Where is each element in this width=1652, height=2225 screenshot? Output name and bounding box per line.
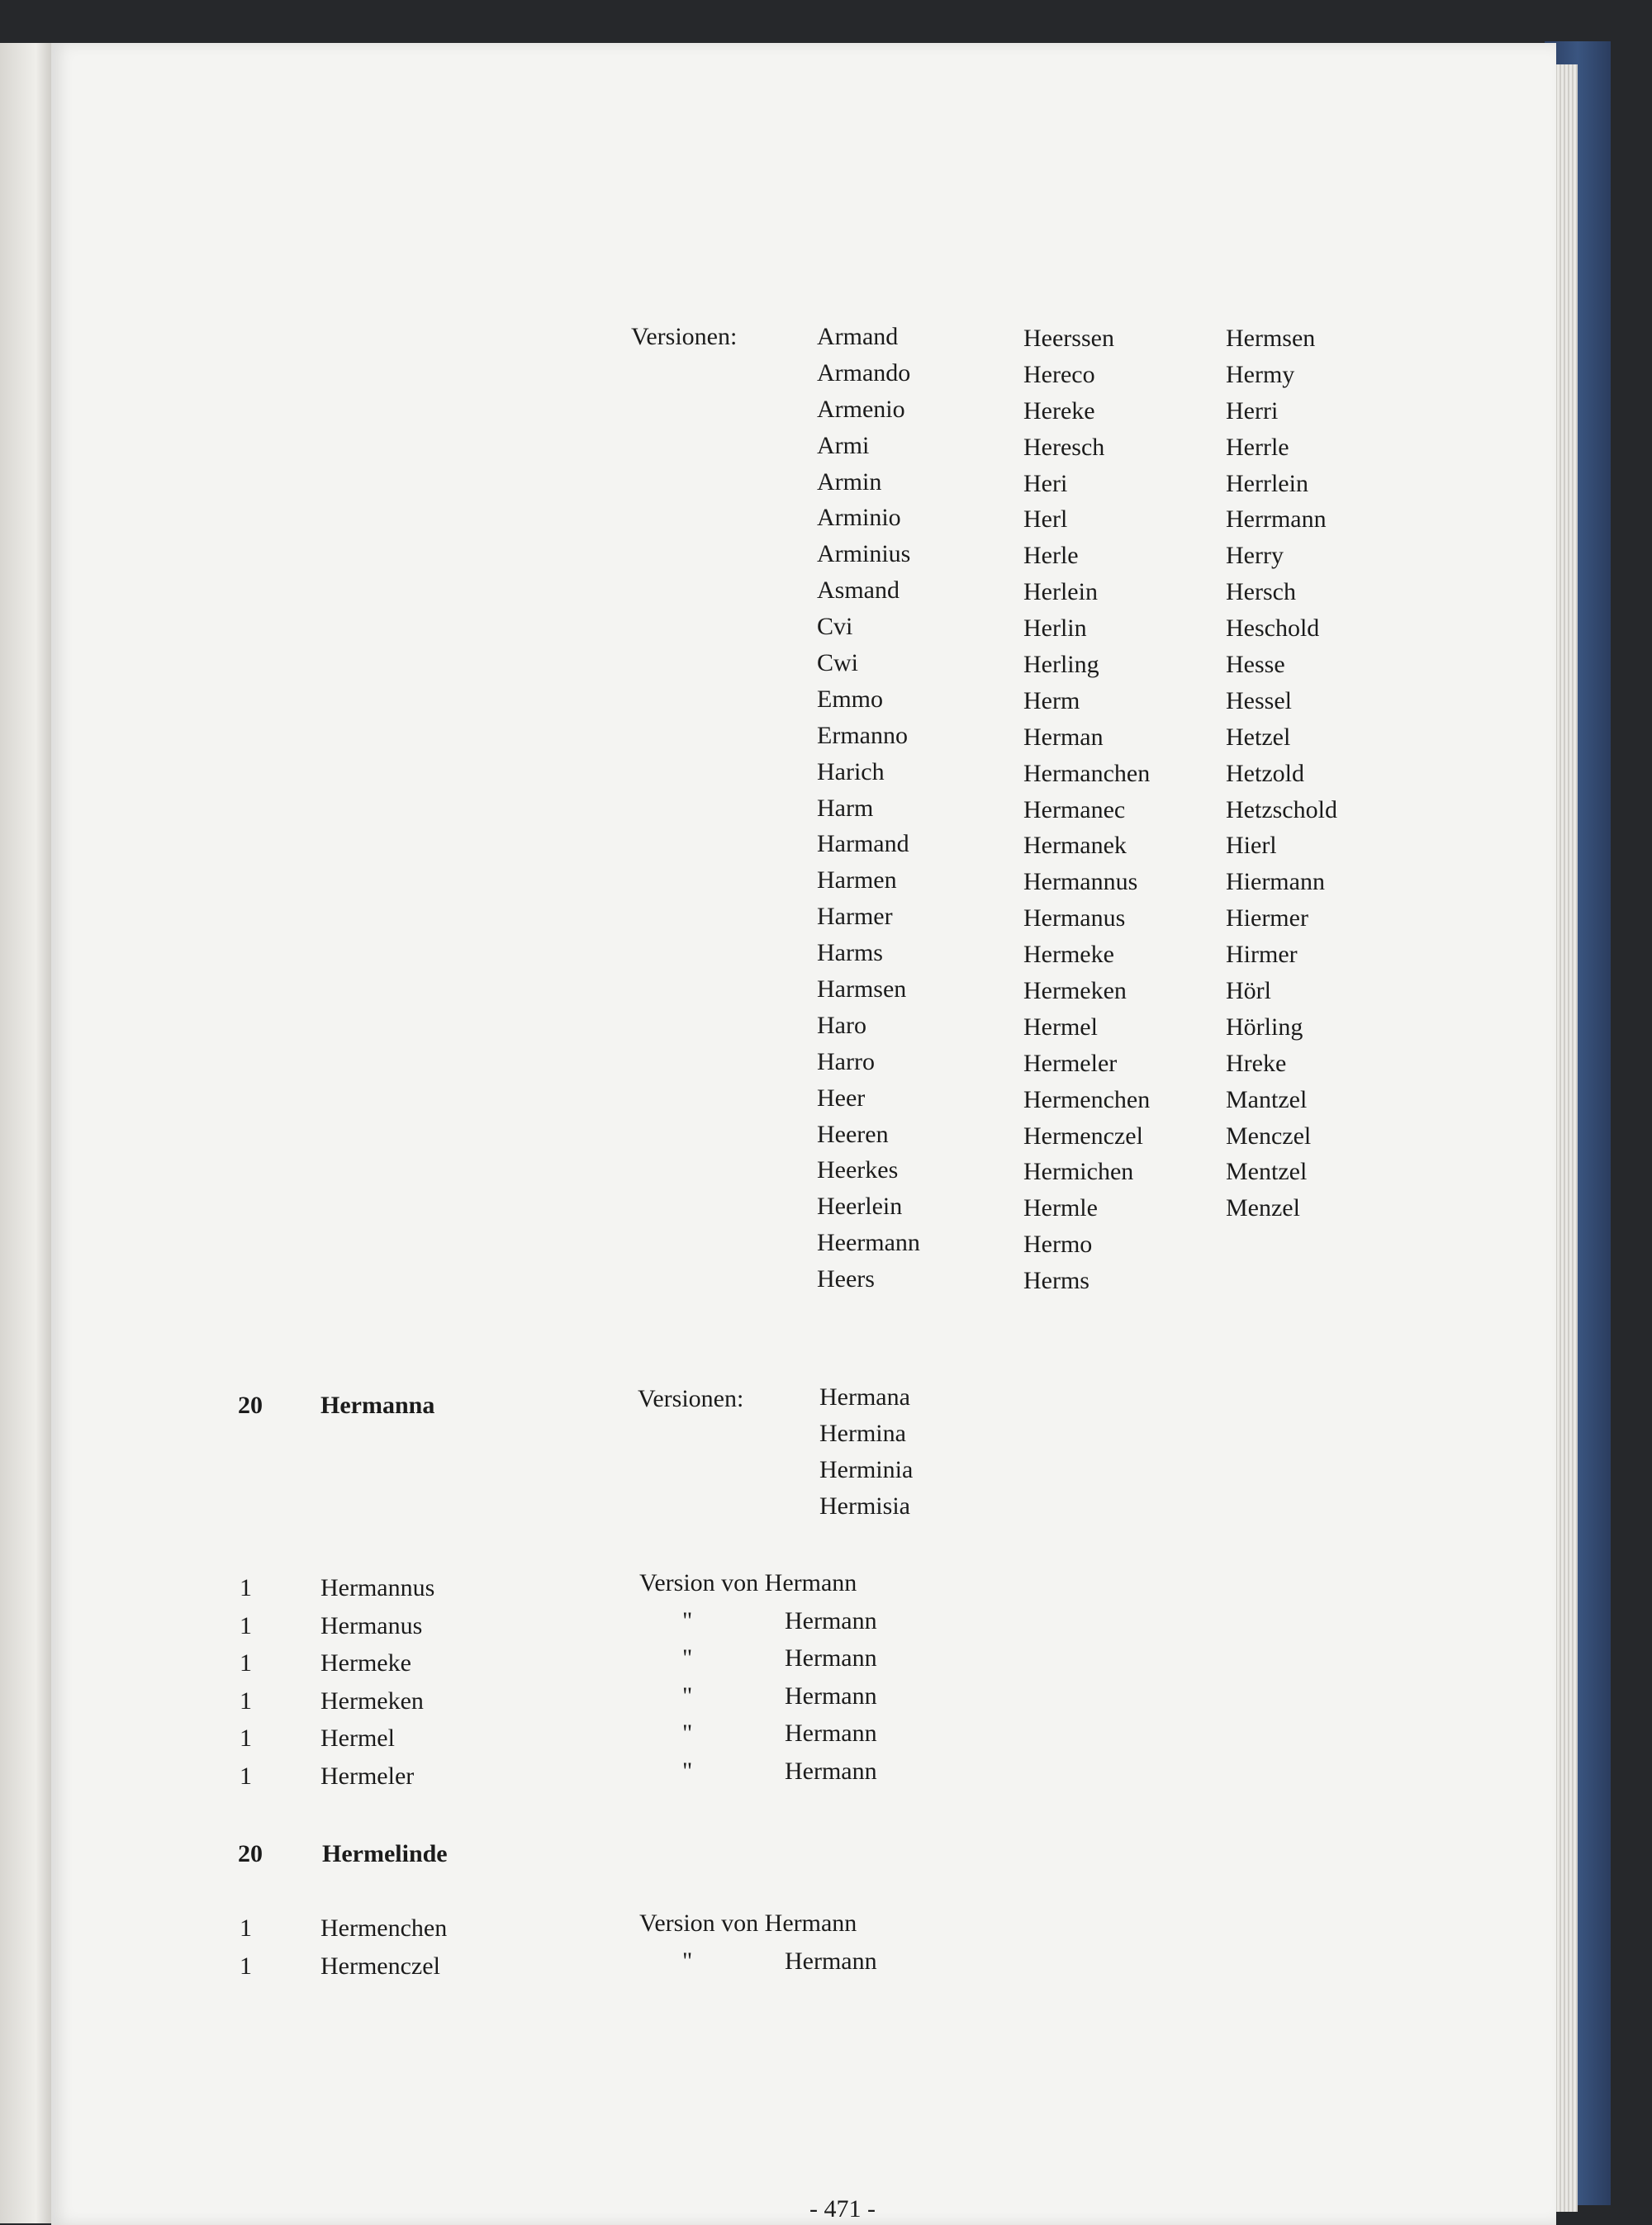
name-item: Hesse [1226,651,1285,679]
name-item: Hierl [1226,832,1277,860]
ditto-mark: " [682,1947,693,1975]
name-item: Heerlein [817,1193,903,1221]
versionen-label: Versionen: [638,1385,744,1412]
entry-name: Hermanus [320,1611,423,1639]
name-item: Emmo [817,685,883,713]
name-item: Hetzold [1226,759,1304,787]
name-item: Herrmann [1226,505,1327,534]
name-item: Herri [1226,396,1279,425]
book-page [51,43,1556,2225]
entry-number: 1 [240,1574,252,1601]
name-item: Hermanek [1023,832,1127,860]
name-item: Heermann [817,1229,920,1257]
entry-name: Hermenczel [320,1952,440,1980]
name-item: Hermisia [819,1492,910,1520]
versionen-label: Versionen: [631,323,738,350]
name-item: Mantzel [1226,1085,1308,1113]
name-item: Hermanchen [1023,759,1151,787]
name-item: Heschold [1226,614,1320,643]
name-item: Herms [1023,1267,1089,1295]
name-item: Hermeke [1023,941,1114,969]
page-number: - 471 - [809,2195,876,2223]
name-item: Hermana [819,1383,910,1411]
ditto-mark: " [682,1644,693,1672]
name-item: Harich [817,757,885,785]
version-reference: Version von Hermann [639,1910,857,1937]
name-item: Hörl [1226,977,1271,1005]
name-item: Asmand [817,576,900,605]
ditto-mark: " [682,1606,693,1634]
left-page-edge [0,43,51,2223]
name-item: Heerkes [817,1156,899,1184]
name-item: Herling [1023,651,1099,679]
names-column-1 [817,319,920,1298]
name-item: Armin [817,467,882,496]
name-item: Herm [1023,686,1080,714]
name-item: Hermeler [1023,1049,1118,1077]
name-item: Herminia [819,1455,914,1483]
name-item: Harmand [817,830,909,858]
name-item: Herry [1226,542,1284,570]
name-item: Arminio [817,504,901,532]
version-reference: Hermann [785,1720,877,1747]
entry-number: 20 [238,1840,263,1867]
name-item: Hermel [1023,1013,1098,1041]
name-item: Hereco [1023,360,1095,388]
entry-number: 1 [240,1952,252,1980]
name-item: Harm [817,794,874,822]
name-item: Hermannus [1023,868,1138,896]
name-item: Hermenchen [1023,1085,1151,1113]
name-item: Ermanno [817,721,908,749]
entry-name: Hermelinde [322,1840,448,1867]
name-item: Heer [817,1084,866,1112]
entry-number: 1 [240,1914,252,1942]
name-item: Hirmer [1226,941,1298,969]
name-item: Harmen [817,866,897,894]
name-item: Arminius [817,540,911,568]
entry-name: Hermel [320,1724,395,1752]
version-reference: Hermann [785,1644,877,1672]
name-item: Heresch [1023,433,1105,461]
name-item: Armando [817,358,911,387]
name-item: Armand [817,323,899,350]
entry-number: 1 [240,1762,252,1790]
name-item: Armi [817,431,870,459]
entry-name: Hermeke [320,1649,411,1677]
name-item: Herle [1023,542,1079,570]
name-item: Armenio [817,395,905,423]
name-item: Hermina [819,1419,906,1447]
name-item: Hreke [1226,1049,1287,1077]
entry-number: 20 [238,1392,263,1419]
name-item: Hermichen [1023,1158,1134,1186]
name-item: Hermenczel [1023,1122,1143,1150]
name-item: Cvi [817,613,853,641]
ditto-mark: " [682,1720,693,1747]
name-item: Harro [817,1047,875,1075]
name-item: Hermo [1023,1231,1093,1259]
version-reference: Version von Hermann [639,1569,857,1596]
name-item: Hermanus [1023,904,1126,932]
version-reference: Hermann [785,1947,877,1975]
entry-number: 1 [240,1724,252,1752]
name-item: Harms [817,939,883,967]
name-item: Herrle [1226,433,1289,461]
ditto-mark: " [682,1682,693,1710]
entry-name: Hermeken [320,1687,424,1715]
names-column-3 [1226,320,1337,1226]
entry-name: Hermanna [320,1392,435,1419]
name-item: Hermeken [1023,977,1127,1005]
name-item: Mentzel [1226,1158,1308,1186]
name-item: Hermle [1023,1194,1098,1222]
version-reference: Hermann [785,1682,877,1710]
name-item: Herrlein [1226,469,1308,497]
name-item: Menczel [1226,1122,1312,1150]
name-item: Cwi [817,649,859,677]
ditto-mark: " [682,1757,693,1785]
entry-name: Hermeler [320,1762,415,1790]
name-item: Haro [817,1011,866,1039]
name-item: Herl [1023,505,1068,534]
name-item: Harmer [817,903,893,931]
name-item: Heers [817,1265,875,1293]
entry-name: Hermannus [320,1574,435,1601]
entry-name: Hermenchen [320,1914,448,1942]
names-column-2 [1023,320,1150,1299]
entry-number: 1 [240,1611,252,1639]
name-item: Harmsen [817,975,907,1003]
entry-number: 1 [240,1649,252,1677]
name-item: Herlin [1023,614,1087,643]
name-item: Hörling [1226,1013,1303,1041]
version-reference: Hermann [785,1757,877,1785]
name-item: Hetzel [1226,723,1291,751]
name-item: Heri [1023,469,1068,497]
name-item: Hetzschold [1226,795,1337,823]
version-reference: Hermann [785,1606,877,1634]
name-item: Hereke [1023,396,1095,425]
name-item: Hermsen [1226,325,1316,352]
name-item: Herman [1023,723,1104,751]
name-item: Hiermer [1226,904,1308,932]
name-item: Hiermann [1226,868,1325,896]
name-item: Hersch [1226,578,1296,606]
entry-number: 1 [240,1687,252,1715]
name-item: Heeren [817,1120,889,1148]
hermanna-versions [819,1379,913,1525]
name-item: Hessel [1226,686,1292,714]
name-item: Hermanec [1023,795,1126,823]
name-item: Heerssen [1023,325,1114,352]
name-item: Herlein [1023,578,1098,606]
name-item: Hermy [1226,360,1295,388]
name-item: Menzel [1226,1194,1300,1222]
